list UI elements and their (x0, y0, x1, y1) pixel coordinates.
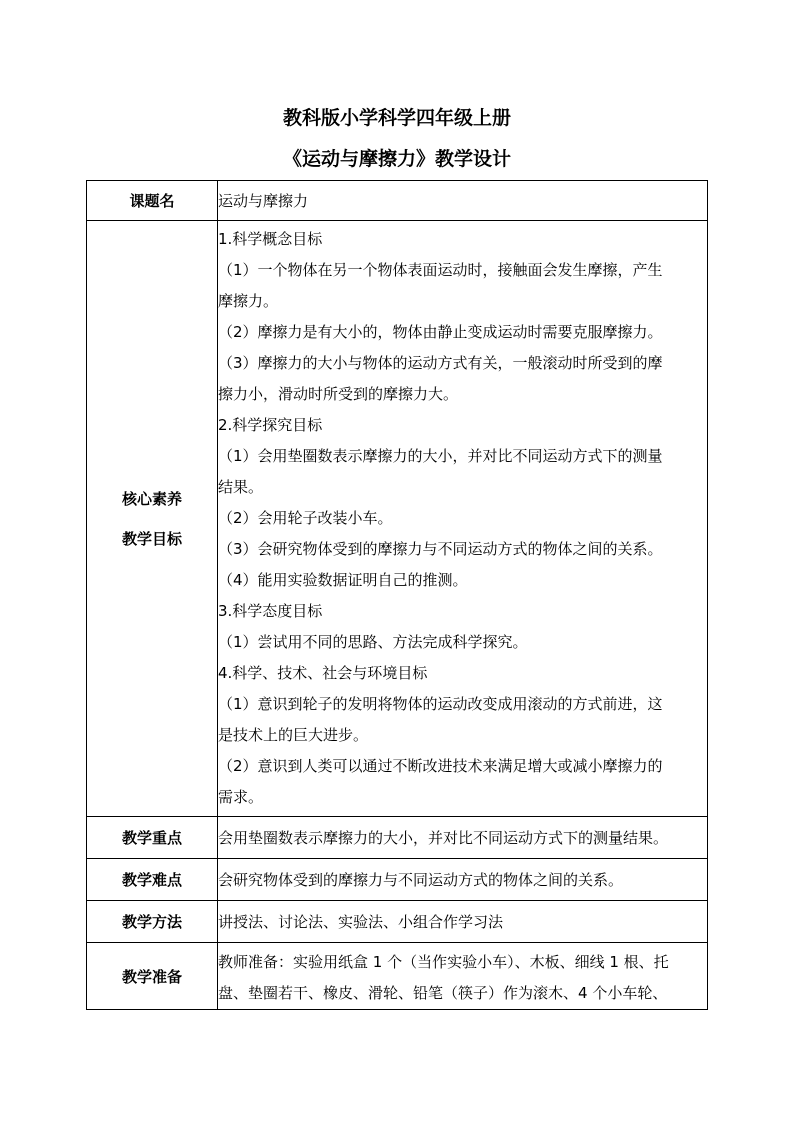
goal-line: 结果。 (218, 478, 264, 496)
goal-line: （2）意识到人类可以通过不断改进技术来满足增大或减小摩擦力的 (218, 757, 663, 775)
value-difficulties: 会研究物体受到的摩擦力与不同运动方式的物体之间的关系。 (218, 859, 708, 901)
row-methods (87, 901, 708, 943)
preparation-line: 盘、垫圈若干、橡皮、滑轮、铅笔（筷子）作为滚木、4 个小车轮、 (218, 984, 668, 1002)
goal-line: （3）会研究物体受到的摩擦力与不同运动方式的物体之间的关系。 (218, 540, 663, 558)
label-goals (87, 221, 218, 817)
document-title: 教科版小学科学四年级上册 (282, 107, 511, 129)
goal-line: （1）尝试用不同的思路、方法完成科学探究。 (218, 633, 528, 651)
value-key-points: 会用垫圈数表示摩擦力的大小，并对比不同运动方式下的测量结果。 (218, 817, 708, 859)
value-topic: 运动与摩擦力 (218, 181, 708, 221)
goal-line: （1）意识到轮子的发明将物体的运动改变成用滚动的方式前进，这 (218, 695, 663, 713)
label-difficulties: 教学难点 (87, 859, 218, 901)
lesson-plan-table (86, 180, 708, 1010)
goal-line: 4.科学、技术、社会与环境目标 (218, 664, 428, 682)
goal-line: 摩擦力。 (218, 292, 279, 310)
label-topic: 课题名 (87, 181, 218, 221)
label-methods: 教学方法 (87, 901, 218, 943)
goal-line: 2.科学探究目标 (218, 416, 323, 434)
goal-line: 擦力小，滑动时所受到的摩擦力大。 (218, 385, 459, 403)
row-goals (87, 221, 708, 817)
goal-line: （3）摩擦力的大小与物体的运动方式有关，一般滚动时所受到的摩 (218, 354, 663, 372)
goal-line: （4）能用实验数据证明自己的推测。 (218, 571, 468, 589)
goal-line: 1.科学概念目标 (218, 230, 323, 248)
document-subtitle: 《运动与摩擦力》教学设计 (282, 148, 511, 170)
goal-line: 需求。 (218, 788, 264, 806)
value-goals (218, 221, 708, 817)
preparation-line: 教师准备：实验用纸盒 1 个（当作实验小车）、木板、细线 1 根、托 (218, 953, 669, 971)
goal-line: （1）一个物体在另一个物体表面运动时，接触面会发生摩擦，产生 (218, 261, 663, 279)
value-methods: 讲授法、讨论法、实验法、小组合作学习法 (218, 901, 708, 943)
goal-line: （1）会用垫圈数表示摩擦力的大小，并对比不同运动方式下的测量 (218, 447, 663, 465)
label-goals-line1: 核心素养 (121, 489, 182, 508)
row-key-points (87, 817, 708, 859)
label-goals-line2: 教学目标 (121, 529, 182, 548)
row-topic (87, 181, 708, 221)
row-preparation (87, 943, 708, 1010)
label-preparation: 教学准备 (87, 943, 218, 1010)
row-difficulties (87, 859, 708, 901)
label-key-points: 教学重点 (87, 817, 218, 859)
goal-line: （2）摩擦力是有大小的，物体由静止变成运动时需要克服摩擦力。 (218, 323, 663, 341)
value-preparation (218, 943, 708, 1010)
goal-line: 是技术上的巨大进步。 (218, 726, 369, 744)
goal-line: 3.科学态度目标 (218, 602, 323, 620)
goal-line: （2）会用轮子改装小车。 (218, 509, 393, 527)
